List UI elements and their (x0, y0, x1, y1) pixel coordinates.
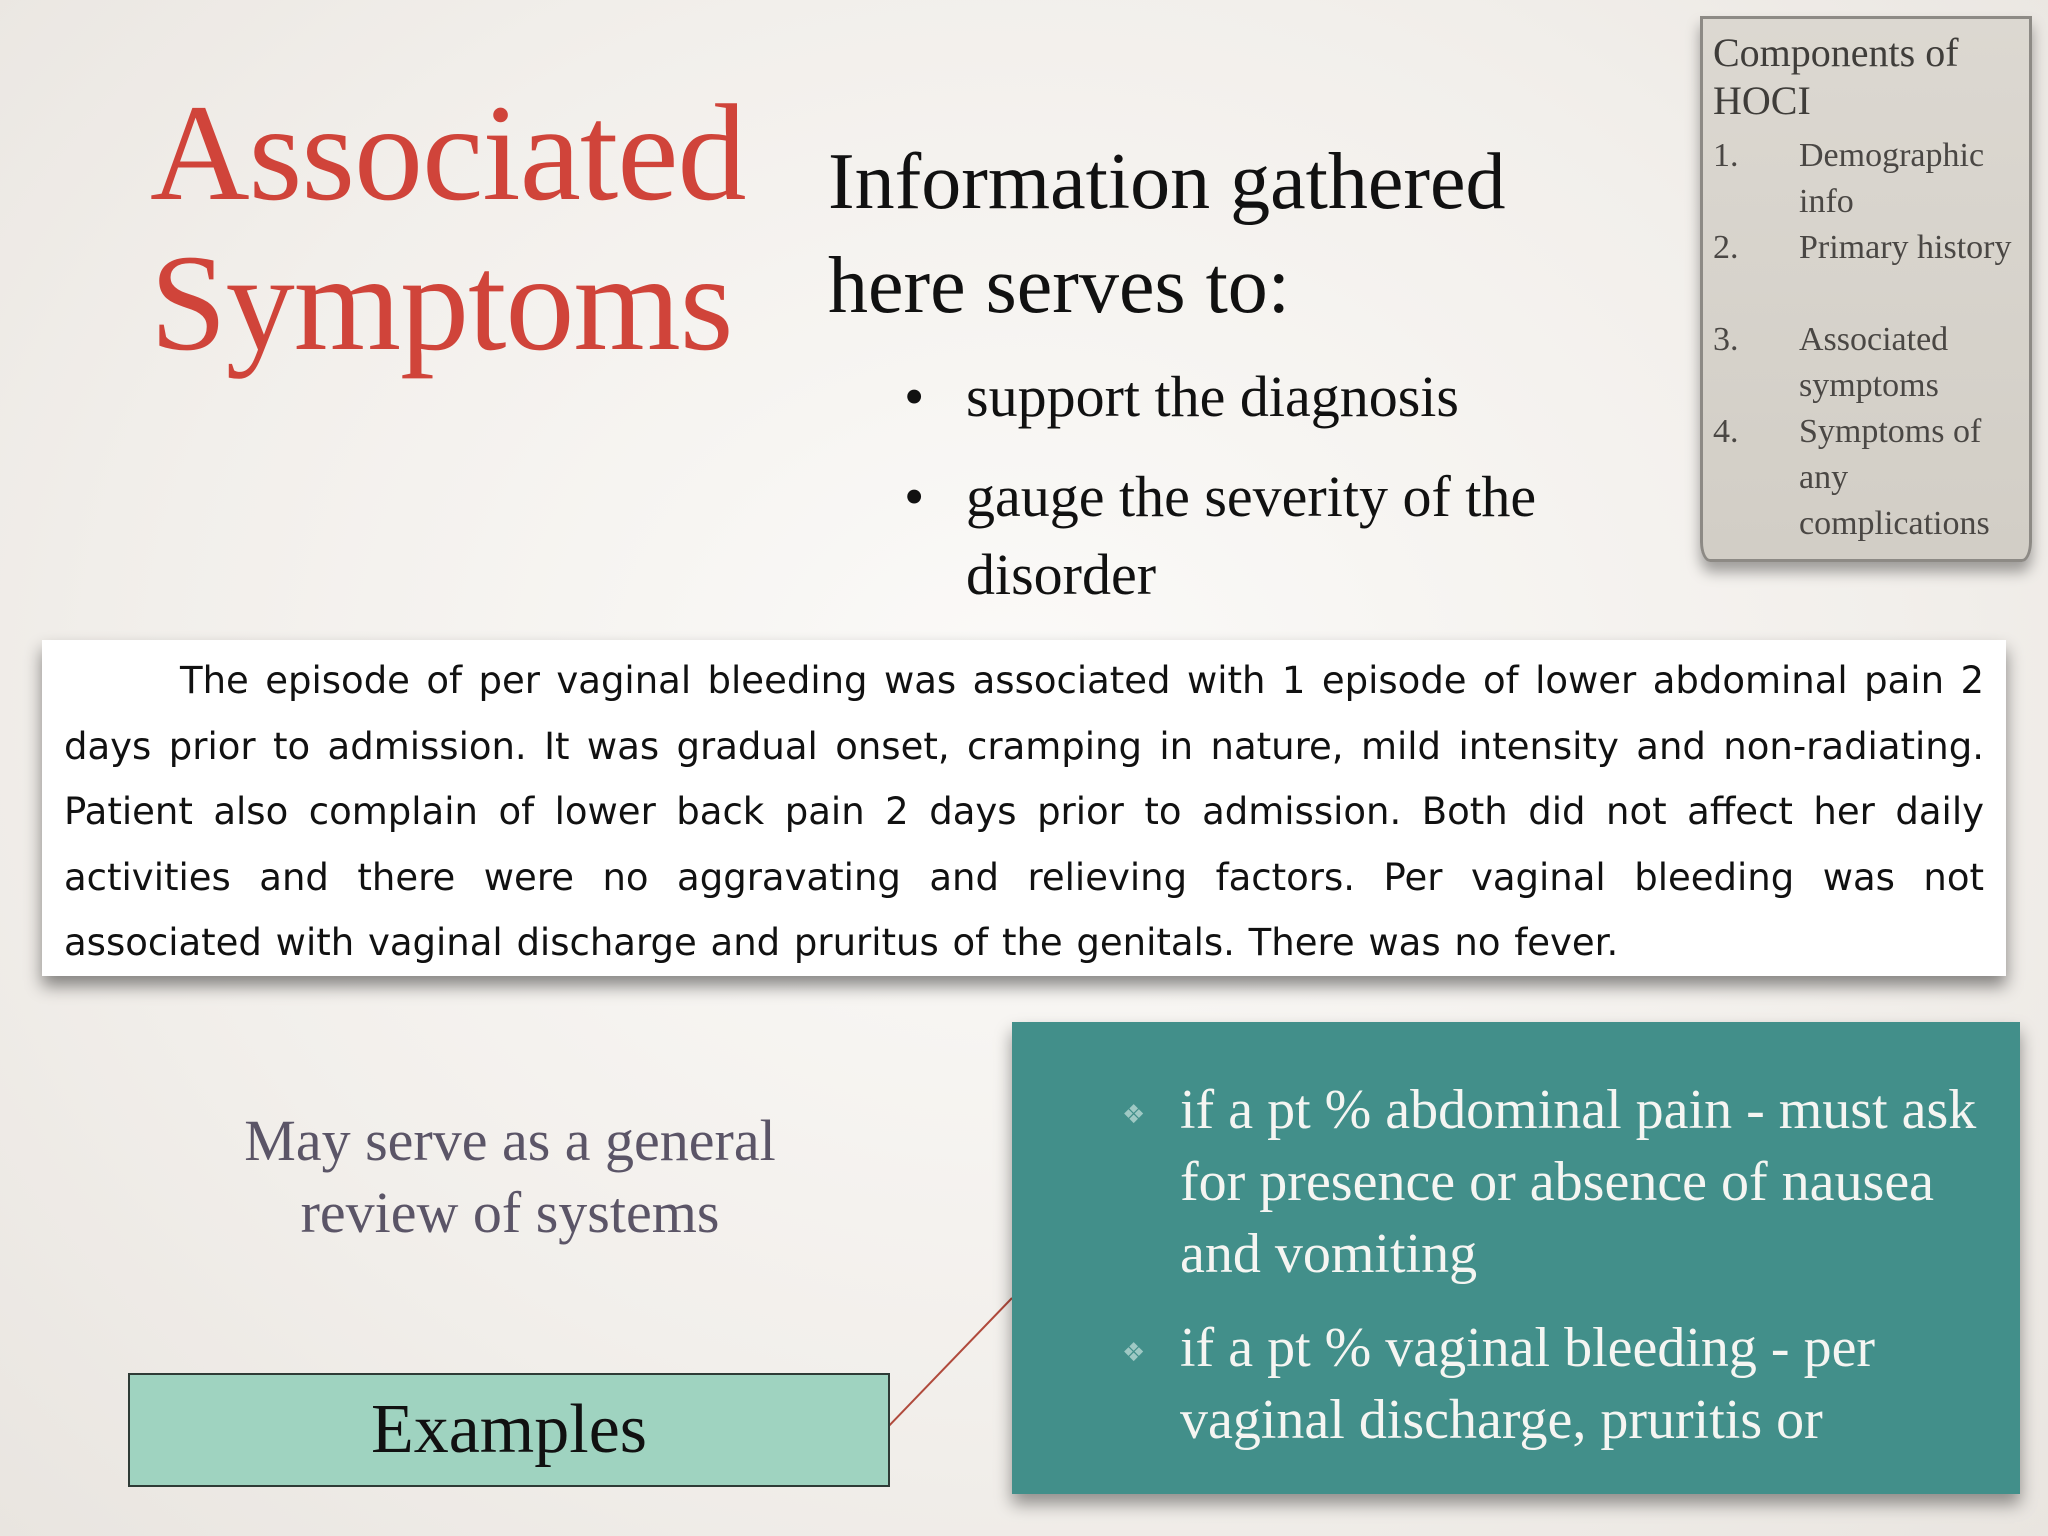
examples-label-box (128, 1373, 890, 1487)
examples-panel (1012, 1022, 2020, 1494)
hoci-title: Components of HOCI (1713, 30, 1959, 123)
hoci-item-number: 2. (1713, 229, 1739, 266)
purpose-list (900, 358, 1660, 636)
bullet-dot-icon: • (904, 464, 925, 529)
case-excerpt-text: The episode of per vaginal bleeding was associated with 1 episode of lower abdominal pain 2 days prior to admission. It was gradual onset, cramping in nature, mild intensity and non-radiating. Patient also complain of lower back pain 2 days prior to admission. Both did not affect her daily activities and there were no aggravating and relieving factors. Per vaginal bleeding was not associated with vaginal discharge and pruritus of the genitals. There was no fever. (64, 659, 1984, 964)
hoci-item-number: 3. (1713, 321, 1739, 358)
hoci-item-text: Symptoms of any complications (1799, 413, 1990, 542)
bullet-dot-icon: • (904, 364, 925, 429)
general-note (190, 1105, 830, 1249)
diamond-cluster-icon: ❖ (1122, 1338, 1146, 1368)
hoci-item-number: 4. (1713, 413, 1739, 450)
hoci-item-text: Primary history (1799, 229, 2012, 266)
hoci-item-number: 1. (1713, 137, 1739, 174)
hoci-item-text: Associated symptoms (1799, 321, 1949, 404)
example-item: if a pt % vaginal bleeding - per vaginal discharge, pruritis or (1180, 1317, 1876, 1451)
hoci-item-text: Demographic info (1799, 137, 1985, 220)
purpose-item-text: support the diagnosis (966, 364, 1459, 429)
slide-title-line1: Associated (150, 76, 746, 229)
purpose-item (900, 358, 1660, 436)
slide-title (150, 78, 770, 378)
connector-line (880, 1290, 1020, 1440)
general-note-line1: May serve as a general (244, 1108, 776, 1173)
example-item: if a pt % abdominal pain - must ask for presence or absence of nausea and vomiting (1180, 1079, 1977, 1285)
purpose-item-text: gauge the severity of the disorder (966, 464, 1537, 607)
slide-title-line2: Symptoms (150, 226, 733, 379)
purpose-item (900, 458, 1660, 614)
diamond-cluster-icon: ❖ (1122, 1100, 1146, 1130)
intro-heading-line2: here serves to: (828, 242, 1291, 330)
case-excerpt (42, 640, 2006, 976)
general-note-line2: review of systems (300, 1180, 720, 1245)
intro-heading-line1: Information gathered (828, 138, 1506, 226)
hoci-components-panel (1700, 16, 2032, 562)
intro-heading (828, 130, 1688, 338)
examples-label: Examples (370, 1391, 648, 1468)
